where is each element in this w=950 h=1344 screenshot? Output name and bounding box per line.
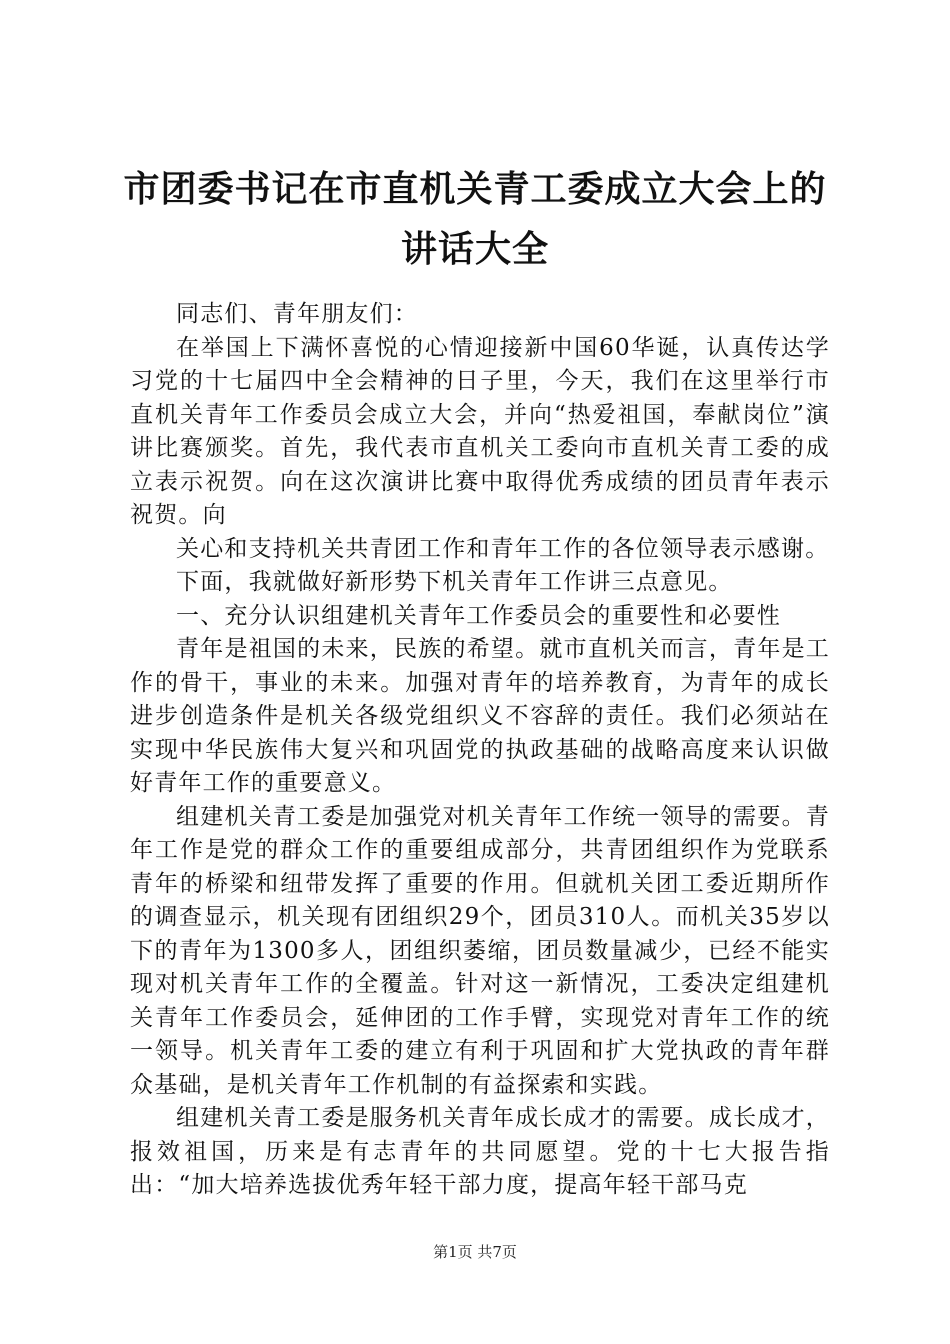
- document-body: [130, 298, 830, 1203]
- paragraph: 在举国上下满怀喜悦的心情迎接新中国60华诞，认真传达学习党的十七届四中全会精神的日子里，今天，我们在这里举行市直机关青年工作委员会成立大会，并向“热爱祖国，奉献岗位”演讲比赛颁奖。首先，我代表市直机关工委向市直机关青工委的成立表示祝贺。向在这次演讲比赛中取得优秀成绩的团员青年表示祝贺。向: [130, 334, 830, 528]
- paragraph: 关心和支持机关共青团工作和青年工作的各位领导表示感谢。: [176, 535, 830, 562]
- paragraph: 青年是祖国的未来，民族的希望。就市直机关而言，青年是工作的骨干，事业的未来。加强对青年的培养教育，为青年的成长进步创造条件是机关各级党组织义不容辞的责任。我们必须站在实现中华民族伟大复兴和巩固党的执政基础的战略高度来认识做好青年工作的重要意义。: [130, 636, 830, 796]
- paragraph: 组建机关青工委是服务机关青年成长成才的需要。成长成才，报效祖国，历来是有志青年的共同愿望。党的十七大报告指出：“加大培养选拔优秀年轻干部力度，提高年轻干部马克: [130, 1105, 830, 1198]
- paragraph: 组建机关青工委是加强党对机关青年工作统一领导的需要。青年工作是党的群众工作的重要组成部分，共青团组织作为党联系青年的桥梁和纽带发挥了重要的作用。但就机关团工委近期所作的调查显示，机关现有团组织29个，团员310人。而机关35岁以下的青年为1300多人，团组织萎缩，团员数量减少，已经不能实现对机关青年工作的全覆盖。针对这一新情况，工委决定组建机关青年工作委员会，延伸团的工作手臂，实现党对青年工作的统一领导。机关青年工委的建立有利于巩固和扩大党执政的青年群众基础，是机关青年工作机制的有益探索和实践。: [130, 803, 830, 1098]
- paragraph-salutation: 同志们、青年朋友们：: [176, 301, 418, 327]
- page-footer: 第1页 共7页: [433, 1243, 517, 1261]
- section-heading: 一、充分认识组建机关青年工作委员会的重要性和必要性: [176, 602, 781, 629]
- paragraph: 下面，我就做好新形势下机关青年工作讲三点意见。: [176, 569, 733, 595]
- document-title: 市团委书记在市直机关青工委成立大会上的讲话大全: [123, 169, 827, 270]
